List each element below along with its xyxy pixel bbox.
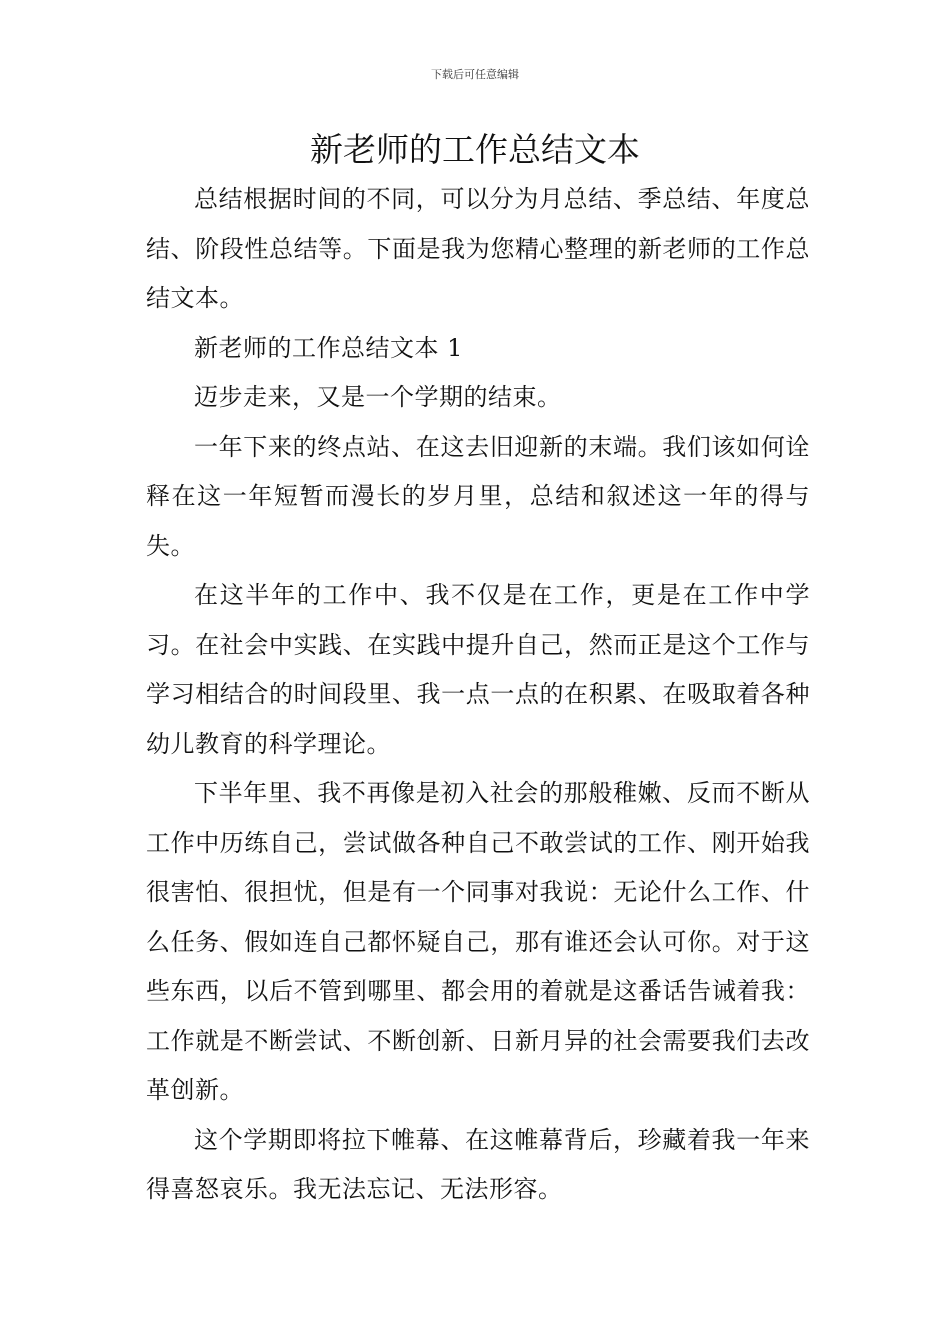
section-heading: 新老师的工作总结文本 1 [194, 333, 463, 362]
paragraph: 迈步走来，又是一个学期的结束。 [194, 383, 562, 411]
paragraph: 这个学期即将拉下帷幕、在这帷幕背后，珍藏着我一年来得喜怒哀乐。我无法忘记、无法形容。 [146, 1125, 810, 1203]
document-title: 新老师的工作总结文本 [310, 130, 640, 169]
paragraph: 一年下来的终点站、在这去旧迎新的末端。我们该如何诠释在这一年短暂而漫长的岁月里，总结和叙述这一年的得与失。 [146, 432, 810, 560]
header-note: 下载后可任意编辑 [431, 68, 519, 81]
document-body [146, 175, 810, 1215]
paragraph-intro: 总结根据时间的不同，可以分为月总结、季总结、年度总结、阶段性总结等。下面是我为您精心整理的新老师的工作总结文本。 [146, 185, 810, 312]
paragraph: 下半年里、我不再像是初入社会的那般稚嫩、反而不断从工作中历练自己，尝试做各种自己不敢尝试的工作、刚开始我很害怕、很担忧，但是有一个同事对我说：无论什么工作、什么任务、假如连自己都怀疑自己，那有谁还会认可你。对于这些东西，以后不管到哪里、都会用的着就是这番话告诫着我：工作就是不断尝试、不断创新、日新月异的社会需要我们去改革创新。 [146, 779, 810, 1104]
paragraph: 在这半年的工作中、我不仅是在工作，更是在工作中学习。在社会中实践、在实践中提升自己，然而正是这个工作与学习相结合的时间段里、我一点一点的在积累、在吸取着各种幼儿教育的科学理论。 [146, 581, 810, 758]
